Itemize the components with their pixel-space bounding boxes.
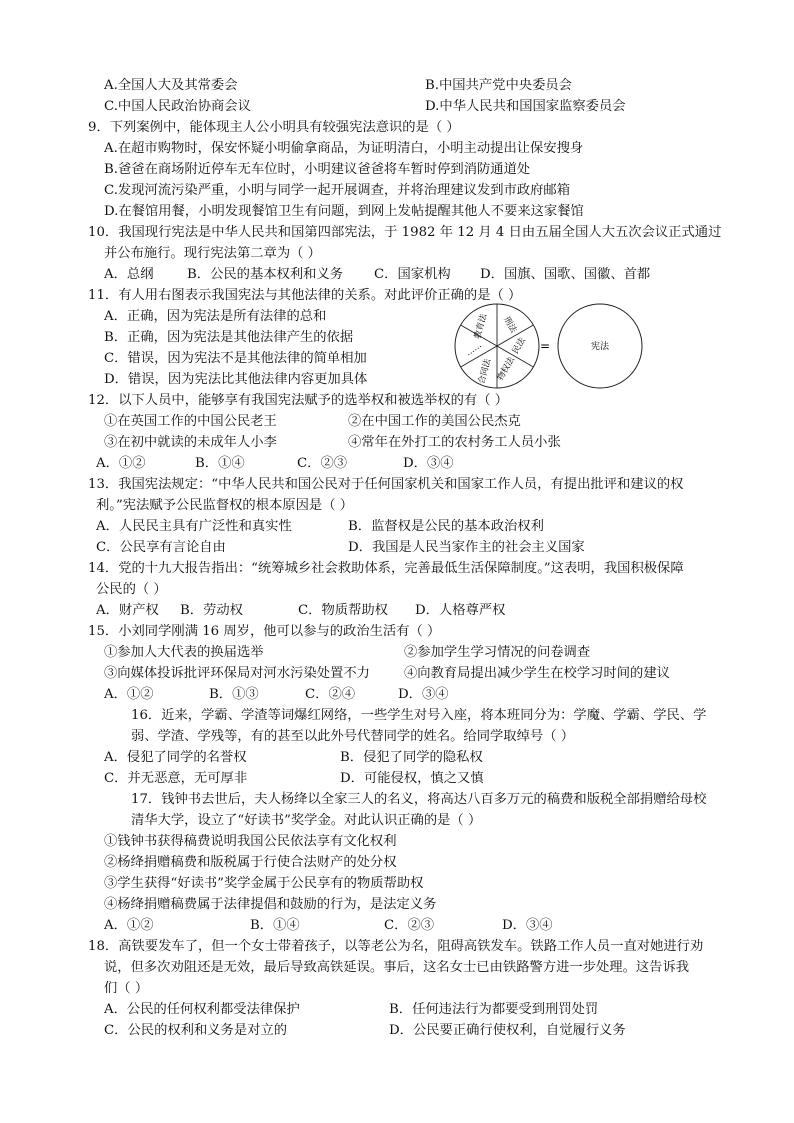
q16-stem-line1: 16．近来，学霸、学渣等词爆红网络，一些学生对号入座，将本班同分为：学魔、学霸、学民、学 bbox=[131, 708, 707, 723]
q15-statement-2: ②参加学生学习情况的问卷调查 bbox=[404, 645, 591, 660]
q17-option-d: D．③④ bbox=[502, 918, 553, 933]
q18-stem-line1: 18．高铁要发车了，但一个女士带着孩子，以等老公为名，阻碍高铁发车。铁路工作人员一直对她进行劝 bbox=[88, 939, 704, 954]
q16-option-a: A．侵犯了同学的名誉权 bbox=[104, 750, 247, 765]
pie-segment-label: 合同法 bbox=[476, 357, 494, 386]
q9-option-a: A.在超市购物时，保安怀疑小明偷拿商品，为证明清白，小明主动提出让保安搜身 bbox=[104, 141, 584, 156]
q17-statement-2: ②杨绛捐赠稿费和版税属于行使合法财产的处分权 bbox=[104, 855, 397, 870]
q17-stem-line2: 清华大学，设立了“好读书”奖学金。对此认识正确的是（ ） bbox=[131, 813, 482, 828]
q8-option-d: D.中华人民共和国国家监察委员会 bbox=[425, 99, 626, 114]
q14-option-b: B．劳动权 bbox=[180, 603, 243, 618]
q13-option-a: A．人民民主具有广泛性和真实性 bbox=[96, 519, 292, 534]
q17-option-a: A．①② bbox=[104, 918, 154, 933]
constitution-label: 宪法 bbox=[590, 342, 610, 352]
q15-option-d: D．③④ bbox=[398, 687, 449, 702]
q11-option-a: A．正确，因为宪法是所有法律的总和 bbox=[104, 309, 327, 324]
q10-option-d: D．国旗、国歌、国徽、首都 bbox=[480, 267, 651, 282]
q15-statement-1: ①参加人大代表的换届选举 bbox=[104, 645, 264, 660]
q17-option-b: B．①④ bbox=[250, 918, 300, 933]
q16-option-b: B．侵犯了同学的隐私权 bbox=[340, 750, 483, 765]
q12-statement-3: ③在初中就读的未成年人小李 bbox=[104, 435, 277, 450]
pie-segment-label: 民法 bbox=[510, 336, 528, 356]
q14-option-d: D．人格尊严权 bbox=[415, 603, 506, 618]
q17-statement-4: ④杨绛捐赠稿费属于法律提倡和鼓励的行为，是法定义务 bbox=[104, 897, 437, 912]
q8-option-c: C.中国人民政治协商会议 bbox=[104, 99, 251, 114]
q15-option-c: C．②④ bbox=[305, 687, 356, 702]
q11-option-b: B．正确，因为宪法是其他法律产生的依据 bbox=[104, 330, 354, 345]
q10-option-a: A．总纲 bbox=[104, 267, 154, 282]
q16-option-c: C．并无恶意，无可厚非 bbox=[104, 771, 248, 786]
q13-option-d: D．我国是人民当家作主的社会主义国家 bbox=[348, 540, 585, 555]
q15-statement-4: ④向教育局提出减少学生在校学习时间的建议 bbox=[404, 666, 670, 681]
q15-option-b: B．①③ bbox=[209, 687, 259, 702]
q12-option-c: C．②③ bbox=[297, 456, 348, 471]
q13-stem-line2: 利。”宪法赋予公民监督权的根本原因是（ ） bbox=[96, 498, 354, 513]
q16-stem-line2: 弱、学渣、学残等，有的甚至以此外号代替同学的姓名。给同学取绰号（ ） bbox=[131, 729, 575, 744]
q18-stem-line3: 们（ ） bbox=[104, 981, 149, 996]
q12-option-a: A．①② bbox=[96, 456, 146, 471]
pie-segment-label: 教育法 bbox=[472, 312, 490, 341]
q8-option-a: A.全国人大及其常委会 bbox=[104, 78, 238, 93]
q11-option-c: C．错误，因为宪法不是其他法律的简单相加 bbox=[104, 351, 367, 366]
q11-stem: 11．有人用右图表示我国宪法与其他法律的关系。对此评价正确的是（ ） bbox=[88, 288, 522, 303]
q11-option-d: D．错误，因为宪法比其他法律内容更加具体 bbox=[104, 372, 368, 387]
q18-option-b: B．任何违法行为都要受到刑罚处罚 bbox=[389, 1002, 599, 1017]
q10-stem-line1: 10．我国现行宪法是中华人民共和国第四部宪法，于 1982 年 12 月 4 日由五届全国人大五次会议正式通过 bbox=[88, 225, 722, 240]
equals-sign: = bbox=[539, 339, 551, 353]
q17-stem-line1: 17．钱钟书去世后，夫人杨绛以全家三人的名义，将高达八百多万元的稿费和版税全部捐赠给母校 bbox=[131, 792, 707, 807]
pie-segment-label: 刑法 bbox=[501, 315, 519, 335]
q8-option-b: B.中国共产党中央委员会 bbox=[425, 78, 572, 93]
q14-option-a: A．财产权 bbox=[96, 603, 159, 618]
q14-option-c: C．物质帮助权 bbox=[298, 603, 388, 618]
constitution-diagram bbox=[450, 300, 670, 392]
q18-option-d: D．公民要正确行使权利，自觉履行义务 bbox=[389, 1023, 626, 1038]
q10-option-c: C．国家机构 bbox=[374, 267, 451, 282]
pie-segment-label: 物权法 bbox=[495, 355, 517, 383]
q17-statement-1: ①钱钟书获得稿费说明我国公民依法享有文化权利 bbox=[104, 834, 397, 849]
q10-stem-line2: 并公布施行。现行宪法第二章为（ ） bbox=[104, 246, 321, 261]
pie-segment-label: …… bbox=[464, 340, 484, 359]
q15-stem: 15．小刘同学刚满 16 周岁，他可以参与的政治生活有（ ） bbox=[88, 624, 441, 639]
q9-stem: 9．下列案例中，能体现主人公小明具有较强宪法意识的是（ ） bbox=[88, 120, 460, 135]
q10-option-b: B．公民的基本权利和义务 bbox=[187, 267, 344, 282]
q12-option-d: D．③④ bbox=[403, 456, 454, 471]
q18-option-c: C．公民的权利和义务是对立的 bbox=[104, 1023, 288, 1038]
q13-stem-line1: 13．我国宪法规定：“中华人民共和国公民对于任何国家机关和国家工作人员，有提出批评和建议的权 bbox=[88, 477, 684, 492]
q12-statement-1: ①在英国工作的中国公民老王 bbox=[104, 414, 277, 429]
q9-option-c: C.发现河流污染严重，小明与同学一起开展调查，并将治理建议发到市政府邮箱 bbox=[104, 183, 571, 198]
q14-stem-line1: 14．党的十九大报告指出：“统筹城乡社会救助体系，完善最低生活保障制度。”这表明，我国积极保障 bbox=[88, 561, 684, 576]
q18-stem-line2: 说，但多次劝阻还是无效，最后导致高铁延误。事后，这名女士已由铁路警方进一步处理。这告诉我 bbox=[104, 960, 690, 975]
q12-stem: 12．以下人员中，能够享有我国宪法赋予的选举权和被选举权的有（ ） bbox=[88, 393, 509, 408]
q9-option-d: D.在餐馆用餐，小明发现餐馆卫生有问题，到网上发帖提醒其他人不要来这家餐馆 bbox=[104, 204, 584, 219]
q15-option-a: A．①② bbox=[104, 687, 154, 702]
q17-statement-3: ③学生获得“好读书”奖学金属于公民享有的物质帮助权 bbox=[104, 876, 424, 891]
q12-option-b: B．①④ bbox=[195, 456, 245, 471]
q16-option-d: D．可能侵权，慎之又慎 bbox=[340, 771, 484, 786]
q12-statement-2: ②在中国工作的美国公民杰克 bbox=[348, 414, 521, 429]
q12-statement-4: ④常年在外打工的农村务工人员小张 bbox=[348, 435, 561, 450]
q17-option-c: C．②③ bbox=[384, 918, 435, 933]
q9-option-b: B.爸爸在商场附近停车无车位时，小明建议爸爸将车暂时停到消防通道处 bbox=[104, 162, 531, 177]
q13-option-b: B．监督权是公民的基本政治权利 bbox=[348, 519, 544, 534]
q13-option-c: C．公民享有言论自由 bbox=[96, 540, 226, 555]
q14-stem-line2: 公民的（ ） bbox=[96, 582, 167, 597]
q15-statement-3: ③向媒体投诉批评环保局对河水污染处置不力 bbox=[104, 666, 370, 681]
q18-option-a: A．公民的任何权利都受法律保护 bbox=[104, 1002, 300, 1017]
